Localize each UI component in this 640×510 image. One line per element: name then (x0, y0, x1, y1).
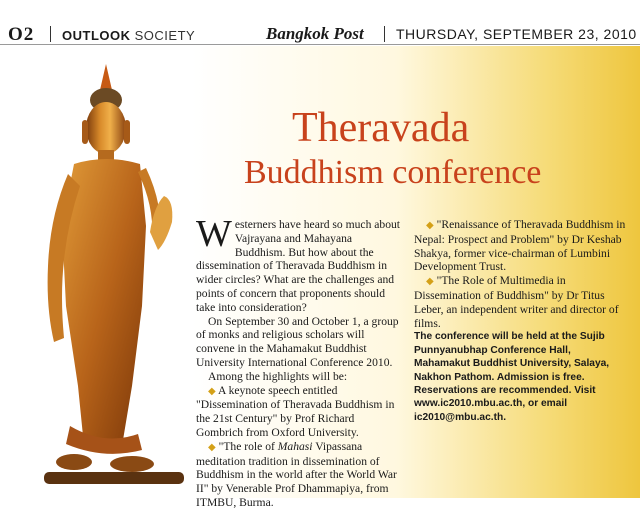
header-divider (50, 26, 51, 42)
highlight-text-post: Vipassana meditation tradition in dissemination of Buddhism in the world after the World War II" by Venerable Prof Dhammapiya, from ITMBU, Burma. (196, 439, 397, 509)
article-column-1 (196, 213, 402, 510)
buddha-statue-image (14, 46, 194, 486)
page-number: O2 (8, 24, 35, 45)
highlight-item (414, 218, 628, 274)
page-header (0, 0, 640, 45)
highlight-item (196, 384, 402, 440)
article-title-line1: Theravada (292, 105, 470, 151)
masthead-logo: Bangkok Post (266, 24, 364, 43)
section-society: SOCIETY (134, 28, 196, 43)
section-outlook: OUTLOOK (62, 28, 131, 43)
paragraph-highlights: Among the highlights will be: (208, 369, 348, 383)
drop-cap: W (196, 213, 232, 255)
diamond-bullet-icon: ◆ (208, 385, 216, 397)
section-label (62, 28, 195, 43)
diamond-bullet-icon: ◆ (426, 220, 434, 231)
article-column-2 (414, 218, 628, 424)
diamond-bullet-icon: ◆ (208, 441, 216, 453)
highlight-text: A keynote speech entitled "Dissemination of Theravada Buddhism in the 21st Century" by Prof Richard Gombrich from Oxford University. (196, 383, 395, 439)
highlight-text-emphasis: Mahasi (277, 439, 313, 453)
highlight-item (414, 274, 628, 330)
highlight-text: "The Role of Multimedia in Dissemination of Buddhism" by Dr Titus Leber, an independent writer and director of films. (414, 274, 619, 330)
highlight-item (196, 440, 402, 510)
highlight-text: "Renaissance of Theravada Buddhism in Nepal: Prospect and Problem" by Dr Keshab Shakya, former vice-chairman of Lumbini Development Trust. (414, 218, 626, 274)
paragraph-dates: On September 30 and October 1, a group of monks and religious scholars will convene in the Mahamakut Buddhist University International Conference 2010. (196, 314, 399, 369)
intro-paragraph (196, 213, 402, 315)
intro-text: esterners have heard so much about Vajrayana and Mahayana Buddhism. But how about the dissemination of Theravada Buddhism in wider circles? What are the challenges and points of concern that proponents should take into consideration? (196, 218, 401, 314)
article-area (0, 46, 640, 509)
article-title-line2: Buddhism conference (244, 154, 542, 191)
header-divider (384, 26, 385, 42)
conference-info: The conference will be held at the Sujib Punnyanubhap Conference Hall, Mahamakut Buddhist University, Salaya, Nakhon Pathom. Admission is free. Reservations are recommended. Visit www.ic2010.mbu.ac.th, or email ic2010@mbu.ac.th. (414, 331, 610, 423)
diamond-bullet-icon: ◆ (426, 276, 434, 288)
publication-date: THURSDAY, SEPTEMBER 23, 2010 (396, 26, 637, 42)
highlight-text-pre: "The role of (218, 439, 278, 453)
